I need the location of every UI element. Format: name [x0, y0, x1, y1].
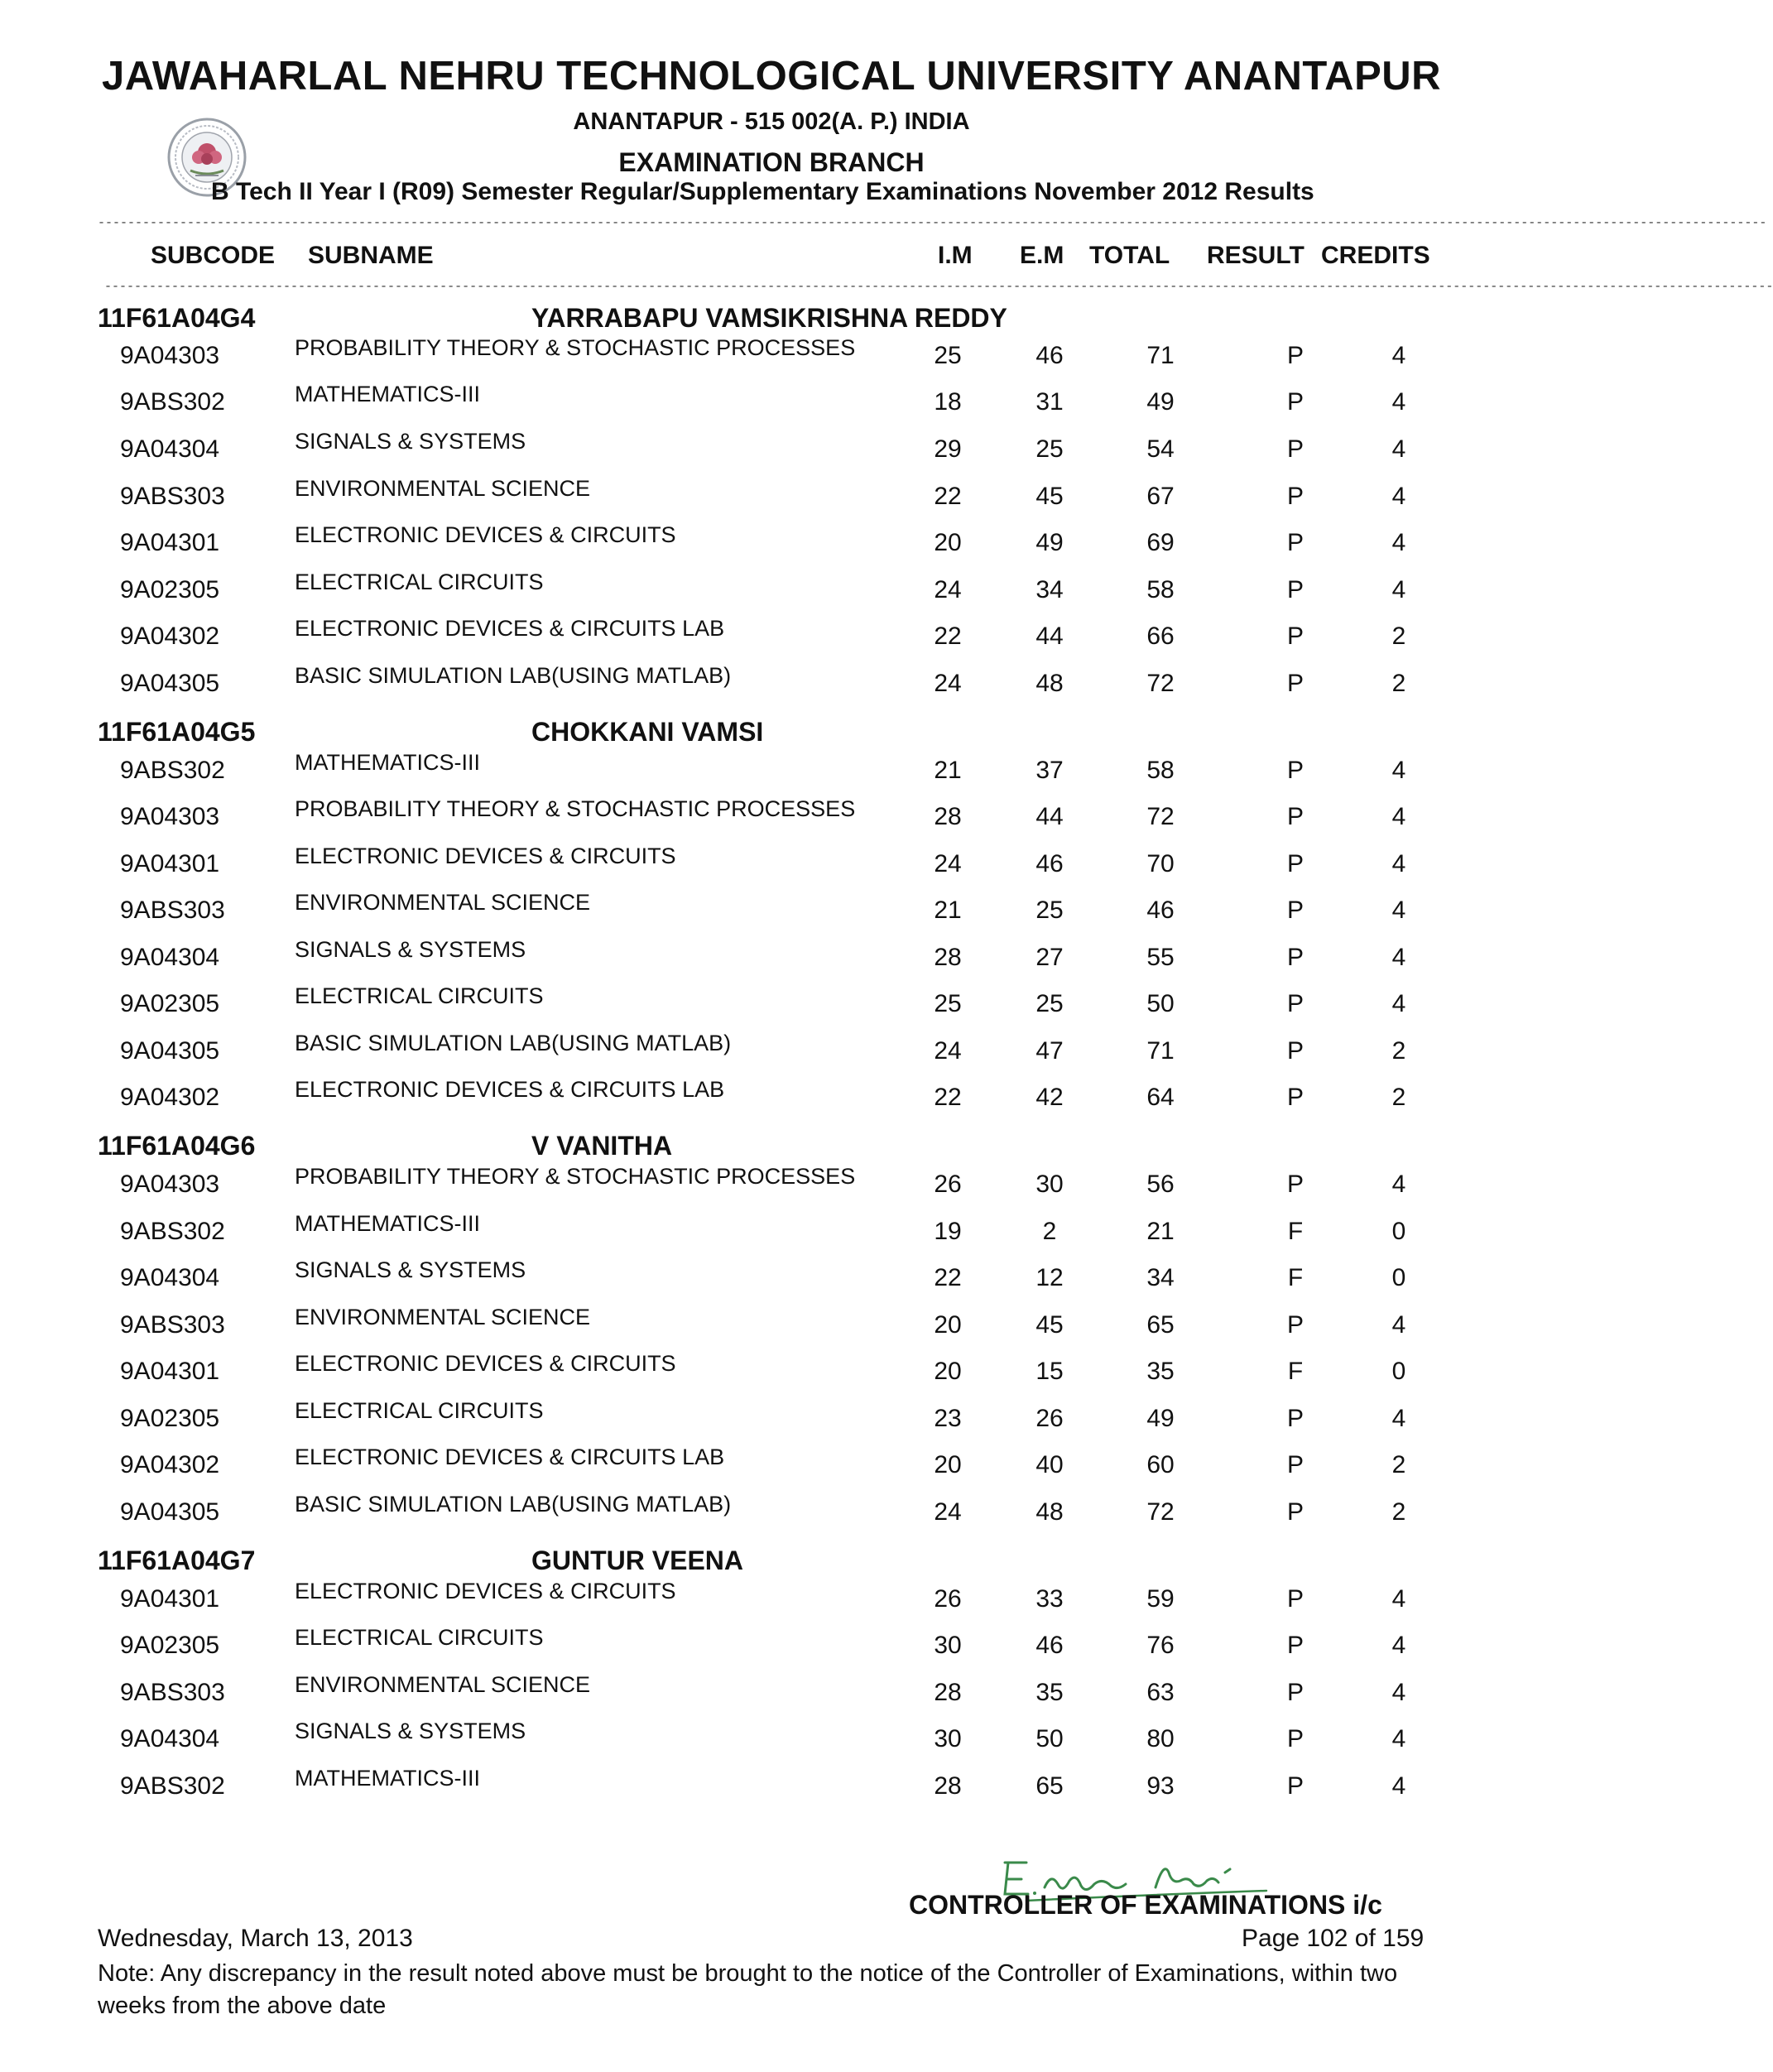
- subject-code: 9ABS302: [120, 757, 225, 784]
- footer-note: Note: Any discrepancy in the result noted above must be brought to the notice of the Controller of Examinations, within two weeks from the above date: [98, 1960, 1398, 2019]
- result: F: [1287, 1358, 1304, 1385]
- internal-marks: 28: [934, 1679, 962, 1706]
- internal-marks: 20: [934, 529, 962, 556]
- subject-name: ELECTRONIC DEVICES & CIRCUITS LAB: [295, 1077, 725, 1102]
- result: P: [1286, 850, 1304, 877]
- total-marks: 71: [1146, 342, 1175, 369]
- result: P: [1286, 342, 1304, 369]
- subject-name: BASIC SIMULATION LAB(USING MATLAB): [295, 1031, 732, 1055]
- total-marks: 65: [1146, 1311, 1175, 1339]
- subject-code: 9ABS302: [120, 1218, 225, 1245]
- credits: 2: [1391, 1037, 1406, 1065]
- table-row: [0, 1579, 1695, 1625]
- subject-code: 9A04301: [120, 850, 220, 877]
- subject-code: 9ABS303: [120, 1311, 225, 1339]
- credits: 4: [1391, 803, 1406, 830]
- credits: 4: [1391, 1311, 1406, 1339]
- table-row: [0, 1719, 1695, 1765]
- subject-code: 9A04302: [120, 1451, 220, 1478]
- subject-name: BASIC SIMULATION LAB(USING MATLAB): [295, 1492, 732, 1517]
- table-row: [0, 429, 1695, 475]
- table-row: [0, 796, 1695, 843]
- result: F: [1287, 1264, 1304, 1291]
- student-name: GUNTUR VEENA: [531, 1546, 744, 1575]
- student-id: 11F61A04G5: [98, 717, 256, 747]
- total-marks: 49: [1146, 388, 1175, 416]
- internal-marks: 24: [934, 850, 962, 877]
- external-marks: 15: [1035, 1358, 1064, 1385]
- result: P: [1286, 1171, 1304, 1198]
- credits: 0: [1391, 1218, 1406, 1245]
- subject-code: 9A04302: [120, 1084, 220, 1111]
- total-marks: 80: [1146, 1725, 1175, 1752]
- external-marks: 31: [1035, 388, 1064, 416]
- university-address: ANANTAPUR - 515 002(A. P.) INDIA: [573, 108, 970, 135]
- subject-name: ENVIRONMENTAL SCIENCE: [295, 476, 591, 501]
- table-row: [0, 1766, 1695, 1812]
- credits: 4: [1391, 529, 1406, 556]
- total-marks: 58: [1146, 757, 1175, 784]
- subject-name: ELECTRICAL CIRCUITS: [295, 1625, 544, 1650]
- table-row: [0, 1625, 1695, 1671]
- credits: 2: [1391, 1084, 1406, 1111]
- subject-code: 9A04305: [120, 670, 220, 697]
- credits: 4: [1391, 1405, 1406, 1432]
- internal-marks: 25: [934, 990, 962, 1017]
- result: P: [1286, 1772, 1304, 1800]
- internal-marks: 30: [934, 1632, 962, 1659]
- col-subcode: SUBCODE: [151, 242, 276, 269]
- total-marks: 21: [1146, 1218, 1175, 1245]
- total-marks: 58: [1146, 576, 1175, 603]
- external-marks: 2: [1042, 1218, 1057, 1245]
- subject-name: ELECTRONIC DEVICES & CIRCUITS: [295, 844, 676, 868]
- subject-code: 9A04302: [120, 623, 220, 650]
- subject-name: BASIC SIMULATION LAB(USING MATLAB): [295, 663, 732, 688]
- total-marks: 60: [1146, 1451, 1175, 1478]
- university-title: JAWAHARLAL NEHRU TECHNOLOGICAL UNIVERSITY ANANTAPUR: [101, 54, 1442, 99]
- credits: 2: [1391, 670, 1406, 697]
- internal-marks: 30: [934, 1725, 962, 1752]
- signatory-title: CONTROLLER OF EXAMINATIONS i/c: [909, 1890, 1382, 1920]
- total-marks: 54: [1146, 435, 1175, 463]
- col-em: E.M: [1020, 242, 1064, 269]
- table-row: [0, 890, 1695, 936]
- table-row: [0, 1164, 1695, 1210]
- external-marks: 47: [1035, 1037, 1064, 1065]
- total-marks: 72: [1146, 670, 1175, 697]
- result: P: [1286, 1084, 1304, 1111]
- col-credits: CREDITS: [1321, 242, 1430, 269]
- result: P: [1286, 803, 1304, 830]
- student-id: 11F61A04G6: [98, 1131, 256, 1161]
- credits: 4: [1391, 576, 1406, 603]
- total-marks: 49: [1146, 1405, 1175, 1432]
- subject-name: SIGNALS & SYSTEMS: [295, 1719, 526, 1743]
- subject-code: 9A02305: [120, 1632, 220, 1659]
- subject-name: PROBABILITY THEORY & STOCHASTIC PROCESSES: [295, 1164, 856, 1189]
- external-marks: 33: [1035, 1585, 1064, 1613]
- credits: 4: [1391, 1585, 1406, 1613]
- subject-code: 9A04303: [120, 342, 220, 369]
- total-marks: 55: [1146, 944, 1175, 971]
- table-row: [0, 1672, 1695, 1719]
- external-marks: 44: [1035, 803, 1064, 830]
- subject-name: ELECTRICAL CIRCUITS: [295, 983, 544, 1008]
- total-marks: 56: [1146, 1171, 1175, 1198]
- credits: 2: [1391, 623, 1406, 650]
- table-row: [0, 1445, 1695, 1491]
- external-marks: 37: [1035, 757, 1064, 784]
- result: P: [1286, 1498, 1304, 1526]
- table-row: [0, 1031, 1695, 1077]
- subject-name: MATHEMATICS-III: [295, 750, 480, 775]
- external-marks: 25: [1035, 990, 1064, 1017]
- table-row: [0, 522, 1695, 569]
- subject-name: PROBABILITY THEORY & STOCHASTIC PROCESSES: [295, 335, 856, 360]
- external-marks: 46: [1035, 342, 1064, 369]
- table-row: [0, 1351, 1695, 1397]
- subject-name: ELECTRONIC DEVICES & CIRCUITS: [295, 522, 676, 547]
- result: P: [1286, 897, 1304, 924]
- internal-marks: 22: [934, 1264, 962, 1291]
- result: P: [1286, 483, 1304, 510]
- subject-code: 9ABS303: [120, 483, 225, 510]
- total-marks: 63: [1146, 1679, 1175, 1706]
- subject-code: 9ABS302: [120, 1772, 225, 1800]
- result: P: [1286, 1037, 1304, 1065]
- result: P: [1286, 1405, 1304, 1432]
- external-marks: 49: [1035, 529, 1064, 556]
- credits: 4: [1391, 483, 1406, 510]
- result: P: [1286, 388, 1304, 416]
- total-marks: 59: [1146, 1585, 1175, 1613]
- subject-name: SIGNALS & SYSTEMS: [295, 429, 526, 454]
- student-id: 11F61A04G7: [98, 1546, 256, 1575]
- total-marks: 35: [1146, 1358, 1175, 1385]
- internal-marks: 21: [934, 757, 962, 784]
- total-marks: 93: [1146, 1772, 1175, 1800]
- total-marks: 71: [1146, 1037, 1175, 1065]
- result: P: [1286, 670, 1304, 697]
- internal-marks: 22: [934, 483, 962, 510]
- subject-name: ENVIRONMENTAL SCIENCE: [295, 890, 591, 915]
- table-row: [0, 382, 1695, 428]
- table-row: [0, 750, 1695, 796]
- credits: 4: [1391, 944, 1406, 971]
- credits: 4: [1391, 1679, 1406, 1706]
- subject-name: SIGNALS & SYSTEMS: [295, 937, 526, 962]
- subject-code: 9A04301: [120, 1358, 220, 1385]
- table-row: [0, 983, 1695, 1030]
- table-row: [0, 335, 1695, 382]
- external-marks: 46: [1035, 850, 1064, 877]
- subject-code: 9A02305: [120, 576, 220, 603]
- subject-code: 9A02305: [120, 1405, 220, 1432]
- external-marks: 65: [1035, 1772, 1064, 1800]
- credits: 2: [1391, 1498, 1406, 1526]
- subject-name: ELECTRICAL CIRCUITS: [295, 1398, 544, 1423]
- internal-marks: 29: [934, 435, 962, 463]
- subject-name: ENVIRONMENTAL SCIENCE: [295, 1305, 591, 1329]
- branch-title: EXAMINATION BRANCH: [618, 147, 925, 177]
- internal-marks: 28: [934, 803, 962, 830]
- credits: 4: [1391, 990, 1406, 1017]
- internal-marks: 18: [934, 388, 962, 416]
- student-id: 11F61A04G4: [98, 303, 256, 333]
- table-row: [0, 1305, 1695, 1351]
- result: P: [1286, 1725, 1304, 1752]
- table-row: [0, 570, 1695, 616]
- internal-marks: 22: [934, 1084, 962, 1111]
- external-marks: 44: [1035, 623, 1064, 650]
- internal-marks: 24: [934, 1037, 962, 1065]
- table-row: [0, 1257, 1695, 1304]
- subject-code: 9A04305: [120, 1037, 220, 1065]
- external-marks: 34: [1035, 576, 1064, 603]
- external-marks: 30: [1035, 1171, 1064, 1198]
- student-name: CHOKKANI VAMSI: [531, 717, 764, 747]
- total-marks: 64: [1146, 1084, 1175, 1111]
- result: P: [1286, 1679, 1304, 1706]
- total-marks: 66: [1146, 623, 1175, 650]
- subject-code: 9ABS303: [120, 897, 225, 924]
- subject-name: ELECTRONIC DEVICES & CIRCUITS: [295, 1579, 676, 1603]
- subject-name: ELECTRICAL CIRCUITS: [295, 570, 544, 594]
- internal-marks: 24: [934, 1498, 962, 1526]
- result: P: [1286, 1311, 1304, 1339]
- result: P: [1286, 757, 1304, 784]
- result: P: [1286, 1585, 1304, 1613]
- internal-marks: 24: [934, 670, 962, 697]
- total-marks: 69: [1146, 529, 1175, 556]
- external-marks: 12: [1035, 1264, 1064, 1291]
- exam-title: B Tech II Year I (R09) Semester Regular/Supplementary Examinations November 2012 Results: [211, 178, 1314, 205]
- credits: 4: [1391, 342, 1406, 369]
- subject-name: MATHEMATICS-III: [295, 1211, 480, 1236]
- result: P: [1286, 529, 1304, 556]
- result: P: [1286, 1451, 1304, 1478]
- result: P: [1286, 435, 1304, 463]
- subject-code: 9A04303: [120, 1171, 220, 1198]
- table-row: [0, 844, 1695, 890]
- result: P: [1286, 1632, 1304, 1659]
- credits: 4: [1391, 1171, 1406, 1198]
- external-marks: 48: [1035, 670, 1064, 697]
- external-marks: 26: [1035, 1405, 1064, 1432]
- total-marks: 72: [1146, 803, 1175, 830]
- credits: 4: [1391, 1772, 1406, 1800]
- internal-marks: 24: [934, 576, 962, 603]
- credits: 0: [1391, 1358, 1406, 1385]
- table-row: [0, 616, 1695, 662]
- result: P: [1286, 576, 1304, 603]
- subject-name: ELECTRONIC DEVICES & CIRCUITS LAB: [295, 1445, 725, 1469]
- total-marks: 70: [1146, 850, 1175, 877]
- total-marks: 76: [1146, 1632, 1175, 1659]
- total-marks: 34: [1146, 1264, 1175, 1291]
- credits: 4: [1391, 1725, 1406, 1752]
- divider: --------------------------------------------------------------------------------------------------------------------------------------------------------------------------------------------------------------------------------: [98, 216, 1767, 230]
- table-row: [0, 476, 1695, 522]
- page-number: Page 102 of 159: [1242, 1925, 1425, 1952]
- credits: 4: [1391, 850, 1406, 877]
- subject-name: PROBABILITY THEORY & STOCHASTIC PROCESSES: [295, 796, 856, 821]
- subject-code: 9A04304: [120, 944, 220, 971]
- table-row: [0, 663, 1695, 709]
- internal-marks: 26: [934, 1585, 962, 1613]
- result: P: [1286, 990, 1304, 1017]
- result: F: [1287, 1218, 1304, 1245]
- internal-marks: 28: [934, 1772, 962, 1800]
- credits: 4: [1391, 388, 1406, 416]
- student-name: V VANITHA: [531, 1131, 673, 1161]
- total-marks: 50: [1146, 990, 1175, 1017]
- external-marks: 46: [1035, 1632, 1064, 1659]
- table-row: [0, 1211, 1695, 1257]
- subject-code: 9A04304: [120, 1725, 220, 1752]
- divider: --------------------------------------------------------------------------------------------------------------------------------------------------------------------------------------------------------------------------------: [104, 280, 1773, 294]
- table-row: [0, 1398, 1695, 1445]
- total-marks: 72: [1146, 1498, 1175, 1526]
- col-im: I.M: [938, 242, 973, 269]
- table-row: [0, 937, 1695, 983]
- total-marks: 67: [1146, 483, 1175, 510]
- subject-name: ENVIRONMENTAL SCIENCE: [295, 1672, 591, 1697]
- subject-code: 9A04301: [120, 529, 220, 556]
- subject-code: 9A04304: [120, 435, 220, 463]
- external-marks: 45: [1035, 1311, 1064, 1339]
- total-marks: 46: [1146, 897, 1175, 924]
- subject-name: ELECTRONIC DEVICES & CIRCUITS LAB: [295, 616, 725, 641]
- subject-code: 9A04305: [120, 1498, 220, 1526]
- internal-marks: 28: [934, 944, 962, 971]
- subject-name: SIGNALS & SYSTEMS: [295, 1257, 526, 1282]
- subject-code: 9ABS302: [120, 388, 225, 416]
- internal-marks: 19: [934, 1218, 962, 1245]
- issue-date: Wednesday, March 13, 2013: [98, 1925, 413, 1952]
- table-row: [0, 1492, 1695, 1538]
- credits: 4: [1391, 897, 1406, 924]
- credits: 4: [1391, 757, 1406, 784]
- internal-marks: 20: [934, 1311, 962, 1339]
- subject-code: 9A02305: [120, 990, 220, 1017]
- external-marks: 25: [1035, 897, 1064, 924]
- table-row: [0, 1077, 1695, 1123]
- external-marks: 40: [1035, 1451, 1064, 1478]
- credits: 0: [1391, 1264, 1406, 1291]
- subject-code: 9A04303: [120, 803, 220, 830]
- subject-name: ELECTRONIC DEVICES & CIRCUITS: [295, 1351, 676, 1376]
- internal-marks: 25: [934, 342, 962, 369]
- subject-code: 9A04301: [120, 1585, 220, 1613]
- student-name: YARRABAPU VAMSIKRISHNA REDDY: [531, 303, 1007, 333]
- internal-marks: 22: [934, 623, 962, 650]
- col-total: TOTAL: [1089, 242, 1170, 269]
- result: P: [1286, 623, 1304, 650]
- internal-marks: 21: [934, 897, 962, 924]
- internal-marks: 23: [934, 1405, 962, 1432]
- external-marks: 42: [1035, 1084, 1064, 1111]
- subject-code: 9ABS303: [120, 1679, 225, 1706]
- col-subname: SUBNAME: [308, 242, 434, 269]
- credits: 4: [1391, 1632, 1406, 1659]
- subject-name: MATHEMATICS-III: [295, 382, 480, 406]
- result: P: [1286, 944, 1304, 971]
- external-marks: 25: [1035, 435, 1064, 463]
- subject-code: 9A04304: [120, 1264, 220, 1291]
- internal-marks: 20: [934, 1358, 962, 1385]
- external-marks: 35: [1035, 1679, 1064, 1706]
- subject-name: MATHEMATICS-III: [295, 1766, 480, 1791]
- credits: 2: [1391, 1451, 1406, 1478]
- external-marks: 45: [1035, 483, 1064, 510]
- internal-marks: 20: [934, 1451, 962, 1478]
- credits: 4: [1391, 435, 1406, 463]
- col-result: RESULT: [1207, 242, 1305, 269]
- external-marks: 50: [1035, 1725, 1064, 1752]
- internal-marks: 26: [934, 1171, 962, 1198]
- external-marks: 48: [1035, 1498, 1064, 1526]
- external-marks: 27: [1035, 944, 1064, 971]
